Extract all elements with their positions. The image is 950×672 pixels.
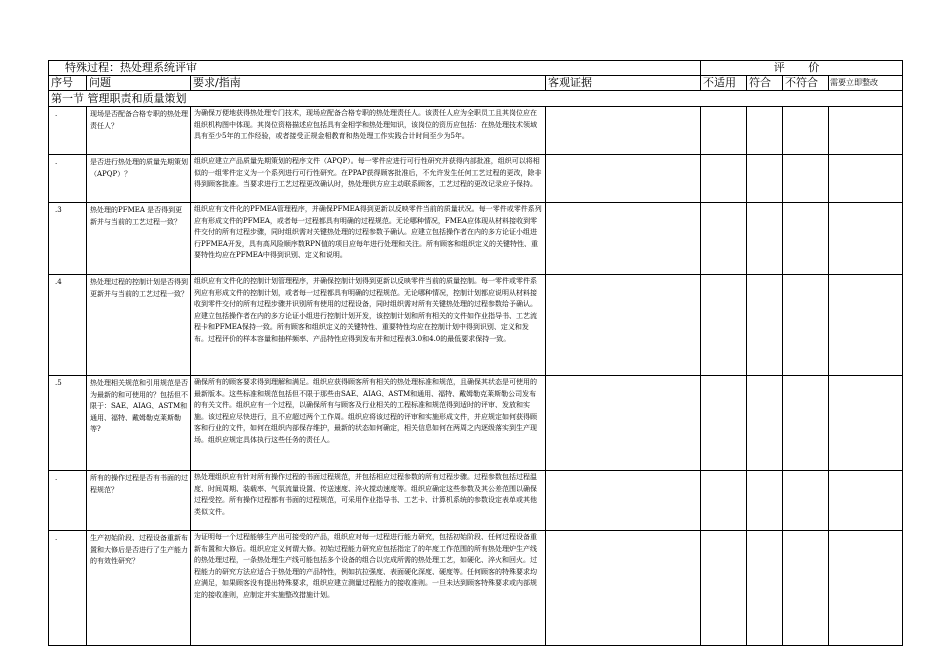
not-applicable-cell[interactable] (701, 531, 747, 646)
immediate-action-cell[interactable] (829, 471, 903, 531)
not-applicable-cell[interactable] (701, 107, 747, 155)
evidence-cell[interactable] (546, 155, 701, 203)
not-applicable-cell[interactable] (701, 155, 747, 203)
evidence-cell[interactable] (546, 471, 701, 531)
table-row (49, 376, 903, 471)
nonconform-cell[interactable] (783, 471, 829, 531)
row-number: .3 (49, 203, 87, 275)
immediate-action-cell[interactable] (829, 376, 903, 471)
guide-cell: 组织应有文件化的控制计划管理程序，并确保控制计划得到更新以反映零件当前的质量控制。每一零件或零件系列应有形成文件的控制计划，或者每一过程都具有明确的过程规范。无论哪种情况，控制计划都应说明从材料接收到零件交付的所有过程步骤并识别所有使用的过程设备，同时组织需对所有关键热处理的过程参数给予确认。应建立包括操作者在内的多方论证小组进行控制计划开发，该控制计划和所有相关的文件如作业指导书、工艺流程卡和PFMEA保持一致。所有顾客和组织定义的关键特性、重要特性均应在控制计划中得到识别、定义和发布。过程评价的样本容量和抽样频率、产品特性应得到发布并和过程表3.0和4.0的最低要求保持一致。 (191, 275, 546, 376)
nonconform-cell[interactable] (783, 376, 829, 471)
evidence-cell[interactable] (546, 107, 701, 155)
question-cell: 现场是否配备合格专职的热处理责任人？ (87, 107, 191, 155)
conform-cell[interactable] (747, 155, 783, 203)
guide-cell: 热处理组织应有针对所有操作过程的书面过程规范，并包括相应过程参数的所有过程步骤。过程参数包括过程温度、时间周期、装载率、气氛流量设置、传送速度、淬火搅动速度等。组织应确定这些参数及其公差范围以确保过程受控。所有操作过程都有书面的过程规范，可采用作业指导书、工艺卡、计算机系统的参数设定表单或其他类似文件。 (191, 471, 546, 531)
question-cell: 是否进行热处理的质量先期策划（APQP）？ (87, 155, 191, 203)
conform-cell[interactable] (747, 471, 783, 531)
table-row (49, 203, 903, 275)
evidence-cell[interactable] (546, 376, 701, 471)
audit-sheet (48, 60, 902, 664)
question-cell: 热处理相关规范和引用规范是否为最新的和可使用的？包括但不限于：SAE、AIAG、ASTM和通用、福特、戴姆勒克莱斯勒等? (87, 376, 191, 471)
row-number: .5 (49, 376, 87, 471)
immediate-action-cell[interactable] (829, 531, 903, 646)
col-header-evidence: 客观证据 (546, 76, 701, 91)
col-header-conform: 符合 (747, 76, 783, 91)
question-cell: 热处理的PFMEA 是否得到更新并与当前的工艺过程一致？ (87, 203, 191, 275)
col-header-nonconform: 不符合 (783, 76, 829, 91)
col-header-not-applicable: 不适用 (701, 76, 747, 91)
evidence-cell[interactable] (546, 203, 701, 275)
guide-cell: 为确保万便地获得热处理专门技术，现场应配备合格专职的热处理责任人。该责任人应为全职员工且其岗位应在组织机构图中体现。其岗位资格描述应包括具有金相学和热处理知识，该岗位的资历应包括：在热处理技术领域具有至少5年的工作经验，或者接受正规金相教育和热处理工作实践合计时间至少为5年。 (191, 107, 546, 155)
column-header-row (49, 76, 903, 91)
title-row (49, 61, 903, 76)
row-number: . (49, 107, 87, 155)
col-header-question: 问题 (87, 76, 191, 91)
conform-cell[interactable] (747, 203, 783, 275)
col-header-immediate-action: 需要立即整改 (829, 76, 903, 91)
nonconform-cell[interactable] (783, 155, 829, 203)
not-applicable-cell[interactable] (701, 203, 747, 275)
col-header-no: 序号 (49, 76, 87, 91)
conform-cell[interactable] (747, 275, 783, 376)
question-cell: 热处理过程的控制计划是否得到更新并与当前的工艺过程一致？ (87, 275, 191, 376)
immediate-action-cell[interactable] (829, 203, 903, 275)
immediate-action-cell[interactable] (829, 275, 903, 376)
guide-cell: 为证明每一个过程能够生产出可接受的产品，组织应对每一过程进行能力研究，包括初始阶段、任何过程设备重新布置和大修后。组织应定义何谓大修。初始过程能力研究应包括指定了的年度工作范围的所有热处理炉生产线的热处理过程，一条热处理生产线可能包括多个设备的组合以完成所需的热处理工艺，如硬化、淬火和回火。过程能力的研究方法应适合于热处理的产品特性，例如抗拉强度、表面硬化深度、硬度等。任何顾客的特殊要求均应满足，如果顾客没有提出特殊要求，组织应建立测量过程能力的接收准则。一旦未达到顾客特殊要求或内部规定的接收准则，应制定并实施整改措施计划。 (191, 531, 546, 646)
col-header-guide: 要求/指南 (191, 76, 546, 91)
row-number: . (49, 531, 87, 646)
audit-title: 特殊过程：热处理系统评审 (49, 61, 701, 76)
not-applicable-cell[interactable] (701, 376, 747, 471)
immediate-action-cell[interactable] (829, 107, 903, 155)
nonconform-cell[interactable] (783, 275, 829, 376)
row-number: . (49, 155, 87, 203)
row-number: .4 (49, 275, 87, 376)
row-number: . (49, 471, 87, 531)
table-row (49, 471, 903, 531)
nonconform-cell[interactable] (783, 107, 829, 155)
question-cell: 生产初始阶段、过程设备重新布置和大修后是否进行了生产能力的有效性研究？ (87, 531, 191, 646)
guide-cell: 组织应有文件化的PFMEA管理程序，并确保PFMEA得到更新以反映零件当前的质量状况。每一零件或零件系列应有形成文件的PFMEA，或者每一过程都具有明确的过程规范。无论哪种情况，FMEA应体现从材料接收到零件交付的所有过程步骤，同时组织需对关键热处理的过程参数予确认。应建立包括操作者在内的多方论证小组进行PFMEA开发，具有高风险顺序数RPN值的项目应每年进行处理和关注。所有顾客和组织定义的关键特性、重要特性均应在PFMEA中得到识别、定义和说明。 (191, 203, 546, 275)
evidence-cell[interactable] (546, 531, 701, 646)
table-row (49, 275, 903, 376)
not-applicable-cell[interactable] (701, 471, 747, 531)
guide-cell: 组织应建立产品质量先期策划的程序文件（APQP）。每一零件应进行可行性研究并获得内部批准，组织可以将相似的一组零件定义为一个系列进行可行性研究。在PPAP获得顾客批准后，不允许发生任何工艺过程的更改，除非得到顾客批准。当要求进行工艺过程更改确认时，热处理供方应主动联系顾客，工艺过程的更改记录应予保持。 (191, 155, 546, 203)
section-row (49, 91, 903, 107)
conform-cell[interactable] (747, 376, 783, 471)
conform-cell[interactable] (747, 531, 783, 646)
question-cell: 所有的操作过程是否有书面的过程规范？ (87, 471, 191, 531)
nonconform-cell[interactable] (783, 531, 829, 646)
conform-cell[interactable] (747, 107, 783, 155)
table-row (49, 107, 903, 155)
table-row (49, 155, 903, 203)
not-applicable-cell[interactable] (701, 275, 747, 376)
table-row (49, 531, 903, 646)
section-title: 第一节 管理职责和质量策划 (49, 91, 903, 107)
immediate-action-cell[interactable] (829, 155, 903, 203)
guide-cell: 确保所有的顾客要求得到理解和满足。组织应获得顾客所有相关的热处理标准和规范，且确保其状态是可使用的最新版本。这些标准和规范包括但不限于那些由SAE、AIAG、ASTM和通用、福特、戴姆勒克莱斯勒公司发布的有关文件。组织应有一个过程，以确保所有与顾客及行业相关的工程标准和规范得到适时的评审、发放和实施。该过程应尽快进行，且不应超过两个工作周。组织应将该过程的评审和实施形成文件，并应规定如何获得顾客和行业的文件，如何在组织内部保存维护，最新的状态如何确定，相关信息如何在两周之内逐级落实到生产现场。组织应规定具体执行这些任务的责任人。 (191, 376, 546, 471)
evaluation-header: 评 价 (701, 61, 903, 76)
evidence-cell[interactable] (546, 275, 701, 376)
audit-table (48, 60, 903, 646)
nonconform-cell[interactable] (783, 203, 829, 275)
